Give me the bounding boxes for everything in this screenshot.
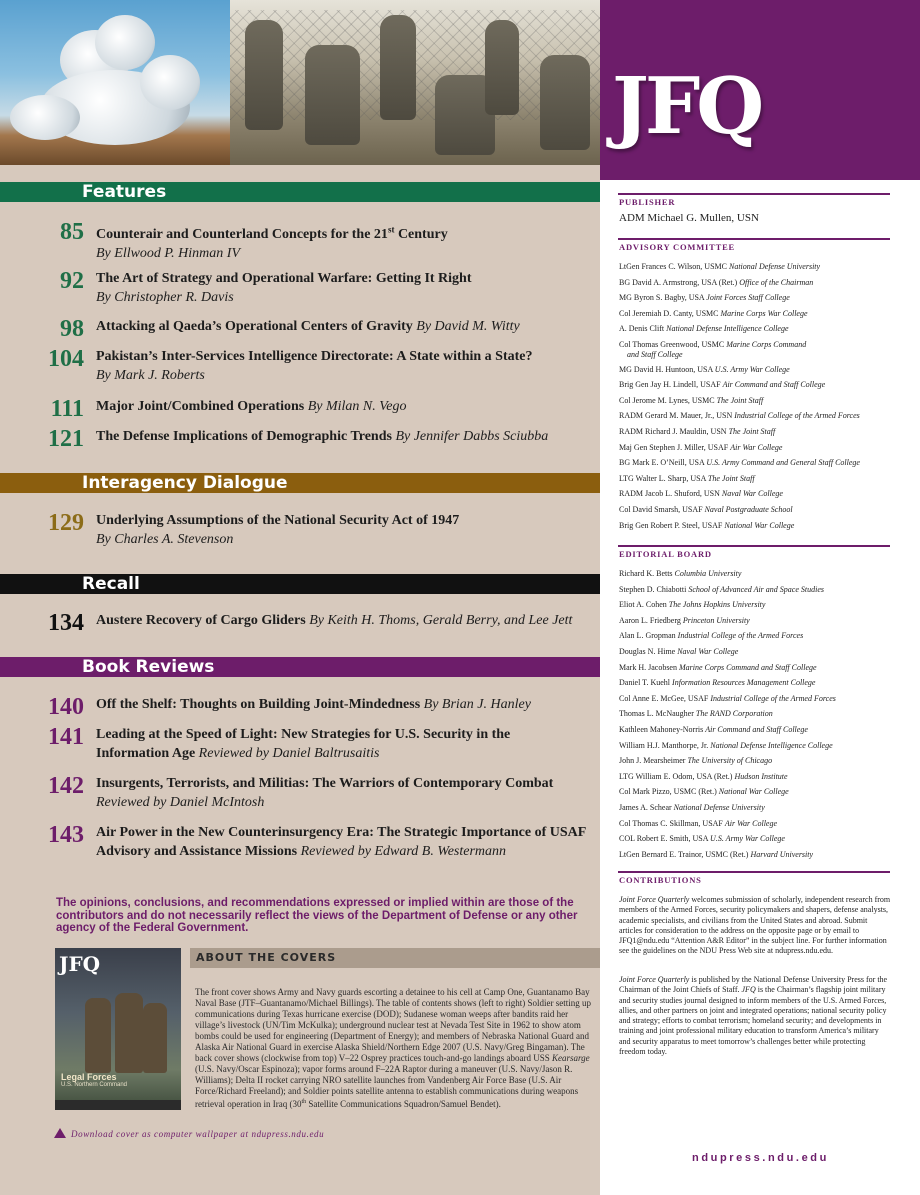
about-covers-bar (190, 948, 600, 968)
member-name: Kathleen Mahoney-Norris (619, 724, 704, 734)
article-author: Reviewed by Daniel Baltrusaitis (198, 746, 380, 761)
member-org: Marine Corps Command (726, 339, 807, 349)
section-bar-book-reviews (0, 657, 600, 677)
divider (618, 545, 890, 547)
member-org: Princeton University (682, 615, 750, 625)
page-number: 142 (48, 773, 84, 799)
article-title: Off the Shelf: Thoughts on Building Joint-Mindedness (96, 697, 421, 712)
member-name: Thomas L. McNaugher (619, 709, 694, 719)
article-author: Reviewed by Daniel McIntosh (96, 795, 265, 810)
member-row (619, 660, 899, 676)
member-name: COL Robert E. Smith, USA (619, 834, 709, 844)
member-row (619, 753, 899, 769)
article-title: Attacking al Qaeda’s Operational Centers of Gravity (96, 319, 413, 334)
member-row (619, 644, 899, 660)
member-row (619, 408, 899, 424)
member-name: Brig Gen Robert P. Steel, USAF (619, 520, 723, 530)
advisory-heading: ADVISORY COMMITTEE (619, 242, 736, 252)
member-org: National Defense Intelligence College (710, 740, 833, 750)
member-row (619, 290, 899, 306)
member-org: National Defense University (673, 802, 765, 812)
disclaimer: The opinions, conclusions, and recommendations expressed or implied within are those of the contributors and do not necessarily reflect the views of the Department of Defense or any other agency of the Federal Government. (56, 897, 578, 934)
member-name: James A. Schear (619, 802, 672, 812)
page-number: 121 (48, 426, 84, 452)
member-name: Mark H. Jacobsen (619, 662, 677, 672)
article-author: By David M. Witty (416, 319, 520, 334)
page-number: 85 (60, 219, 84, 245)
article-title: Counterair and Counterland Concepts for the 21st Century (96, 224, 448, 242)
member-org: Air War College (730, 442, 783, 452)
member-org: Industrial College of the Armed Forces (677, 631, 804, 641)
member-name: LtGen Frances C. Wilson, USMC (619, 262, 727, 271)
member-org: Air Command and Staff College (705, 724, 808, 734)
cover-caption: Legal Forces (61, 1072, 117, 1082)
member-row (619, 259, 899, 275)
member-row (619, 566, 899, 582)
member-row (619, 582, 899, 598)
member-row (619, 597, 899, 613)
member-row (619, 691, 899, 707)
member-row (619, 440, 899, 456)
download-wallpaper-link[interactable]: Download cover as computer wallpaper at ndupress.ndu.edu (54, 1128, 324, 1139)
cover-subcaption: U.S. Northern Command (61, 1082, 128, 1088)
article-title: The Defense Implications of Demographic Trends (96, 429, 392, 444)
member-row (619, 816, 899, 832)
member-name: Col Jerome M. Lynes, USMC (619, 395, 715, 405)
jfq-banner (600, 0, 920, 180)
member-row (619, 847, 899, 863)
member-org: Information Resources Management College (672, 678, 816, 688)
page-number: 134 (48, 610, 84, 636)
member-org: The Johns Hopkins University (668, 600, 766, 610)
triangle-icon (54, 1128, 66, 1138)
page-number: 140 (48, 694, 84, 720)
member-org: Joint Forces Staff College (706, 293, 790, 303)
member-org: The Joint Staff (707, 473, 755, 483)
divider (618, 193, 890, 195)
member-org: Air War College (724, 818, 778, 828)
section-title-interagency: Interagency Dialogue (82, 473, 288, 493)
member-row (619, 769, 899, 785)
member-name: John J. Mearsheimer (619, 756, 686, 766)
section-bar-recall (0, 574, 600, 594)
contributions-paragraph: Joint Force Quarterly welcomes submission of scholarly, independent research from members of the Armed Forces, security policymakers and shapers, defense analysts, academic specialists, and civilians from the United States and abroad. Submit articles for consideration to the address on the opposite page or by email to JFQ1@ndu.edu “Attention A&R Editor” in the subject line. For further information see the guidelines on the NDU Press Web site at ndupress.ndu.edu. (619, 895, 891, 956)
member-org: Air Command and Staff College (722, 380, 826, 390)
publisher-heading: PUBLISHER (619, 197, 676, 207)
article-author: By Jennifer Dabbs Sciubba (395, 429, 549, 444)
section-title-book-reviews: Book Reviews (82, 657, 215, 677)
member-org: Naval Postgraduate School (704, 504, 793, 514)
member-name: LtGen Bernard E. Trainor, USMC (Ret.) (619, 849, 749, 859)
photo-nuclear-test (0, 0, 230, 165)
member-name: Col Thomas C. Skillman, USAF (619, 818, 723, 828)
editorial-list (619, 566, 899, 862)
member-org: Industrial College of the Armed Forces (710, 693, 836, 703)
member-org: The University of Chicago (687, 756, 773, 766)
member-row (619, 393, 899, 409)
jfq-logo: JFQ (612, 61, 761, 152)
member-org: The Joint Staff (728, 426, 776, 436)
section-bar-features (0, 182, 600, 202)
article-title: Insurgents, Terrorists, and Militias: The Warriors of Contemporary Combat (96, 776, 554, 791)
member-row (619, 706, 899, 722)
member-name: RADM Richard J. Mauldin, USN (619, 426, 727, 436)
member-org: National Defense Intelligence College (666, 324, 789, 334)
member-org-continued: and Staff College (627, 349, 683, 359)
member-row (619, 784, 899, 800)
member-row (619, 486, 899, 502)
member-org: National War College (724, 520, 795, 530)
article-author: Reviewed by Edward B. Westermann (300, 844, 507, 859)
member-row (619, 738, 899, 754)
page-number: 92 (60, 268, 84, 294)
member-row (619, 800, 899, 816)
member-org: U.S. Army War College (710, 834, 785, 844)
member-name: Stephen D. Chiabotti (619, 584, 687, 594)
page-number: 141 (48, 724, 84, 750)
member-name: Col Thomas Greenwood, USMC (619, 339, 725, 349)
member-name: LTG Walter L. Sharp, USA (619, 473, 706, 483)
member-org: National Defense University (728, 262, 821, 271)
member-org: The Joint Staff (716, 395, 764, 405)
photo-soldiers (230, 0, 600, 165)
member-name: Col Anne E. McGee, USAF (619, 693, 709, 703)
member-row (619, 424, 899, 440)
member-name: Col Mark Pizzo, USMC (Ret.) (619, 787, 717, 797)
member-name: A. Denis Clift (619, 324, 665, 334)
member-row (619, 831, 899, 847)
cover-thumbnail[interactable] (55, 948, 181, 1110)
section-title-features: Features (82, 182, 167, 202)
article-title: Leading at the Speed of Light: New Strategies for U.S. Security in the Information Age (96, 727, 511, 761)
member-row (619, 377, 899, 393)
member-name: William H.J. Manthorpe, Jr. (619, 740, 709, 750)
member-org: Hudson Institute (734, 771, 788, 781)
contributions-heading: CONTRIBUTIONS (619, 875, 702, 885)
article-title: Austere Recovery of Cargo Gliders (96, 613, 306, 628)
member-row (619, 306, 899, 322)
member-name: Daniel T. Kuehl (619, 678, 671, 688)
member-name: Douglas N. Hime (619, 646, 676, 656)
footer-url[interactable]: ndupress.ndu.edu (692, 1152, 829, 1164)
article-title: Underlying Assumptions of the National Security Act of 1947 (96, 513, 460, 528)
member-org: U.S. Army War College (714, 364, 790, 374)
section-title-recall: Recall (82, 574, 140, 594)
cover-logo: JFQ (59, 952, 101, 976)
member-name: Col David Smarsh, USAF (619, 504, 703, 514)
member-row (619, 613, 899, 629)
member-row (619, 362, 899, 378)
advisory-list (619, 259, 899, 533)
page-number: 111 (50, 396, 84, 422)
member-row (619, 275, 899, 291)
article-title: Air Power in the New Counterinsurgency Era: The Strategic Importance of USAF Advisory and Assistance Missions (96, 825, 586, 859)
member-row (619, 321, 899, 337)
member-row (619, 628, 899, 644)
member-name: RADM Gerard M. Mauer, Jr., USN (619, 411, 733, 421)
page-number: 98 (60, 316, 84, 342)
member-org: Harvard University (750, 849, 814, 859)
member-name: Eliot A. Cohen (619, 600, 667, 610)
publication-paragraph: Joint Force Quarterly is published by the National Defense University Press for the Chairman of the Joint Chiefs of Staff. JFQ is the Chairman’s flagship joint military and security studies journal designed to inform members of the U.S. Armed Forces, allies, and other partners on joint and integrated operations; national security policy and strategy; efforts to combat terrorism; homeland security; and developments in training and joint professional military education to transform America’s military and security apparatus to meet tomorrow’s challenges better while protecting freedom today. (619, 975, 888, 1057)
divider (618, 871, 890, 873)
page-number: 129 (48, 510, 84, 536)
article-title: Major Joint/Combined Operations (96, 399, 305, 414)
member-org: Naval War College (721, 489, 783, 499)
member-row (619, 471, 899, 487)
section-bar-interagency (0, 473, 600, 493)
editorial-heading: EDITORIAL BOARD (619, 549, 712, 559)
member-name: Richard K. Betts (619, 569, 673, 578)
article-title: Pakistan’s Inter-Services Intelligence Directorate: A State within a State? (96, 349, 533, 364)
article-author: By Christopher R. Davis (96, 290, 234, 305)
member-org: Columbia University (674, 569, 742, 578)
member-name: Maj Gen Stephen J. Miller, USAF (619, 442, 729, 452)
member-org: Marine Corps Command and Staff College (678, 662, 817, 672)
article-author: By Charles A. Stevenson (96, 532, 234, 547)
member-row (619, 722, 899, 738)
member-row (619, 675, 899, 691)
article-author: By Mark J. Roberts (96, 368, 205, 383)
member-row (619, 455, 899, 471)
article-author: By Keith H. Thoms, Gerald Berry, and Lee Jett (309, 613, 573, 628)
page-number: 143 (48, 822, 84, 848)
article-title: The Art of Strategy and Operational Warfare: Getting It Right (96, 271, 472, 286)
member-name: Col Jeremiah D. Canty, USMC (619, 308, 719, 318)
member-name: Alan L. Gropman (619, 631, 676, 641)
member-name: MG David H. Huntoon, USA (619, 364, 713, 374)
member-org: Office of the Chairman (739, 277, 814, 287)
about-covers-text: The front cover shows Army and Navy guards escorting a detainee to his cell at Camp One, Guantanamo Bay Naval Base (JTF–Guantanamo/Michael Billings). The table of contents shows (left to right) Soldier setting up communications during Texas hurricane exercise (DOD); Sudanese woman weeps after bandits raid her village’s livestock (UN/Tim McKulka); underground nuclear test at Nevada Test Site in 1962 to show atom bombs could be used for engineering (Department of Energy); and members of Nebraska National Guard and Alaska Air National Guard in exercise Alaska Shield/Northern Edge 2007 (U.S. Navy/Greg Bingaman). The back cover shows (clockwise from top) V–22 Osprey practices touch-and-go landings aboard USS Kearsarge (U.S. Navy/Oscar Espinoza); vapor forms around F–22A Raptor during a maneuver (U.S. Navy/Jason R. Williams); Delta II rocket carrying NRO satellite launches from Vandenberg Air Force Base (U.S. Air Force/Richard Freeland); and Soldier points satellite antenna to establish communications during weapons retrieval operation in Iraq (30th Satellite Communications Squadron/Samuel Bendet). (195, 987, 592, 1109)
member-org: The RAND Corporation (695, 709, 773, 719)
member-row (619, 502, 899, 518)
divider (618, 238, 890, 240)
member-name: MG Byron S. Bagby, USA (619, 293, 705, 303)
member-org: School of Advanced Air and Space Studies (688, 584, 825, 594)
member-org: Naval War College (677, 646, 739, 656)
publisher-name: ADM Michael G. Mullen, USN (619, 212, 759, 224)
member-org: U.S. Army Command and General Staff College (706, 458, 860, 468)
member-name: Aaron L. Friedberg (619, 615, 681, 625)
member-name: RADM Jacob L. Shuford, USN (619, 489, 720, 499)
article-author: By Brian J. Hanley (423, 697, 531, 712)
member-org: Industrial College of the Armed Forces (734, 411, 860, 421)
masthead-column (600, 0, 920, 1195)
article-author: By Milan N. Vego (307, 399, 407, 414)
member-name: LTG William E. Odom, USA (Ret.) (619, 771, 733, 781)
about-covers-heading: ABOUT THE COVERS (196, 951, 337, 964)
member-row (619, 518, 899, 534)
member-name: BG David A. Armstrong, USA (Ret.) (619, 277, 738, 287)
member-name: BG Mark E. O’Neill, USA (619, 458, 705, 468)
member-org: Marine Corps War College (720, 308, 808, 318)
member-org: National War College (718, 787, 789, 797)
page-number: 104 (48, 346, 84, 372)
article-author: By Ellwood P. Hinman IV (96, 245, 241, 261)
member-name: Brig Gen Jay H. Lindell, USAF (619, 380, 721, 390)
